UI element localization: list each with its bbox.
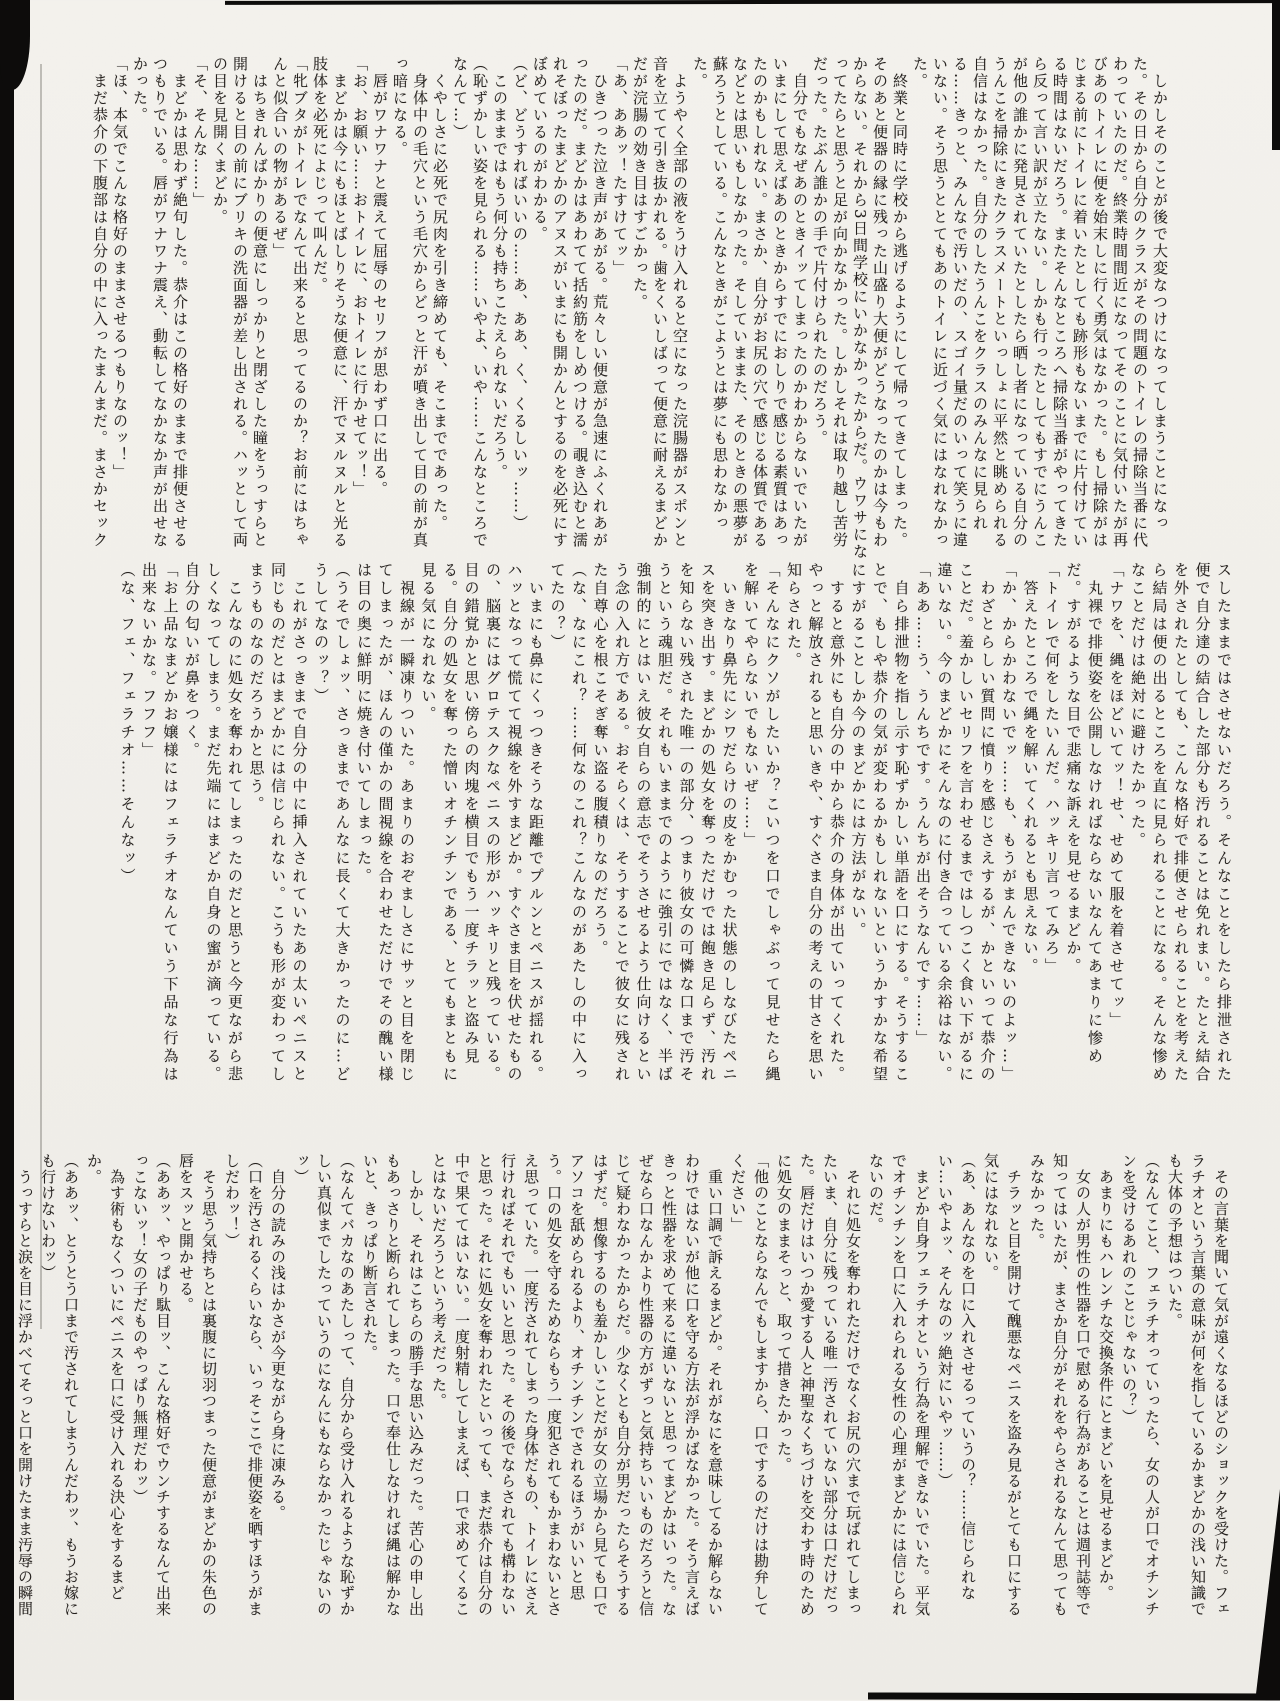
- paragraph: スしたままではさせないだろう。そんなことをしたら排泄された便で自分達の結合した部分も汚れることは免れまい。たとえ結合を外されたとしても、こんな格好で排便させられることを考えたら結局は便の出るところを直に見られることになる。そんな惨めなことだけは絶対に避けたかった。: [1129, 562, 1233, 1084]
- scan-edge-left-bar: [0, 0, 14, 1700]
- paragraph: 為す術もなくついにペニスを口に受け入れる決心をするまどか。: [85, 1153, 126, 1601]
- paragraph: その言葉を聞いて気が遠くなるほどのショックを受けた。フェラチオという言葉の意味が何を指しているかまどかの浅い知識でも大体の予想はついた。: [1166, 1153, 1230, 1617]
- paragraph: 「牝ブタがトイレでなんて出来ると思ってるのか？お前にはちゃんと似合いの物があるぜ」: [271, 56, 309, 549]
- paragraph: （あ、あんなのを口に入れさせるっていうの？……信じられない…いやよッ、そんなのッ絶対にいやッ……）: [936, 1153, 977, 1601]
- paragraph: 「トイレで何をしたいんだ。ハッキリ言ってみろ」: [1043, 562, 1061, 976]
- paragraph: 自ら排泄物を指し示す恥ずかしい単語を口にする。そうすることで、もしや恭介の気が変わるかもしれないというかすかな希望にすがることしか今のまどかには方法がない。: [849, 562, 911, 1084]
- paragraph: 「そ、そんな……」: [191, 56, 209, 209]
- faint-vertical-rule: [40, 64, 42, 1329]
- paragraph: まどかは思わず絶句した。恭介はこの格好のままで排便させるつもりでいる。唇がワナワナ震え、動転してなかなか声が出せなかった。: [131, 56, 189, 549]
- paragraph: わざとらしい質問に憤りを感じさえするが、かといって恭介のことだ。羞かしいセリフを言わせるまではしつこく食い下がるに違いない。今のまどかにそんなのに付き合っている余裕はない。: [935, 562, 997, 1084]
- paragraph: 終業と同時に学校から逃げるようにして帰ってきてしまった。そのあと便器の縁に残った山盛り大便がどうなったのかは今もわからない。それから3日間学校にいかなかったからだ。ウワサになってたらと思うと足が向かなかった。しかしそれは取り越し苦労だった。たぶん誰かの手で片付けられたのだろう。: [811, 56, 909, 561]
- paragraph: 身体中の毛穴という毛穴からどっと汗が噴き出して目の前が真っ暗になる。: [391, 56, 429, 549]
- paragraph: 「お上品なまどかお嬢様にはフェラチオなんていう下品な行為は出来ないかな。フフフ」: [140, 562, 180, 1084]
- paragraph: 自分でもなぜあのときイッてしまったのかわからないでいたがいまにして思えばあのときからすでにおしりで感じる素質はあったのかもしれない。まさか、自分がお尻の穴で感じる体質であるなどとは思いもしなかった。そしていままた、そのときの悪夢が蘇ろうとしている。こんなときがこようとは夢にも思わなかった。: [691, 56, 809, 549]
- text-band-bottom: [16, 1153, 1232, 1623]
- paragraph: しかしそのことが後で大変なつけになってしまうことになった。その日から自分のクラスがその問題のトイレの掃除当番に代わっていたのだ。終業時間間近になってそのことに気付いたが再びあのトイレに便を始末しに行く勇気はなかった。もし掃除がはじまる前にトイレに着いたとしても跡形もないまでに片付けている時間はないだろう。またそんなところへ掃除当番がやってきたら反って言い訳が立たない。しかも行ったとしてもすでにうんこが他の誰かに発見されていたとしたら晒し者になっている自分のうんこを掃除にきたクラスメートといっしょに平然と眺められる自信はなかった。自分のしたうんこをクラスのみんなに見られる……きっと、みんなで汚いだの、スゴイ量だのいって笑うに違いない。そう思うととてもあのトイレに近づく気にはなれなかった。: [911, 56, 1169, 549]
- paragraph: これがさっきまで自分の中に挿入されていたあの太いペニスと同じものだとはまどかには信じられない。こうも形が変わってしまうものなのだろうかと思う。: [247, 562, 309, 1084]
- paragraph: いきなり鼻先にシワだらけの皮をかむった状態のしなびたペニスを突き出す。まどかの処女を奪っただけでは飽き足らず、汚れを知らない残された唯一の部分、つまり彼女の可憐な口まで汚そうという魂胆だ。それもいままでのように強引にではなく、半ば強制的にとはいえ彼女自らの意志でそうさせるよう仕向けるという念の入れ方である。おそらくは、そうすることで彼女に残された自尊心を根こそぎ奪い盗る腹積りなのだろう。: [591, 562, 739, 1084]
- paragraph: （なんてこと、フェラチオっていったら、女の人が口でオチンチンを受けるあれのことじゃないの？）: [1120, 1153, 1161, 1617]
- paragraph: 「ああ……う、うんちです。うんちが出そうなんです……」: [914, 562, 932, 1048]
- paragraph: すると意外にも自分の中から恭介の身体が出ていってくれた。やっと解放されると思いきや、すぐさま自分の考えの甘さを思い知らされた。: [785, 562, 846, 1084]
- paragraph: あまりにもハレンチな交換条件にとまどいを見せるまどか。: [1097, 1153, 1115, 1601]
- paragraph: ひきつった泣き声があがる。荒々しい便意が急速にふくれあがったのだ。まどかはあわてて括約筋をしめつける。覗き込むと濡れそぼったまどかのアヌスがいまにも開かんとするのを必死にすぼめているのがわかる。: [531, 56, 609, 549]
- paragraph: （恥ずかしい姿を見られる……いやよ、いや……こんなところでなんて…）: [451, 56, 489, 549]
- paragraph: （な、なにこれ？……何なのこれ？こんなのがあたしの中に入ってたの？）: [548, 562, 588, 1084]
- paragraph: （なんてバカなのあたしって、自分から受け入れるような恥ずかしい真似までしたっていうのになんにもならなかったじゃないのッ）: [292, 1153, 356, 1617]
- paragraph: くやしさに必死で尻肉を引き締めても、そこまでであった。: [431, 56, 449, 532]
- paragraph: はちきれんばかりの便意にしっかりと閉ざした瞳をうっすらと開けると目の前にブリキの洗面器が差し出される。ハッとして両の目を見開くまどか。: [211, 56, 269, 549]
- paragraph: 「ほ、本気でこんな格好のままさせるつもりなのッ！」: [111, 56, 129, 481]
- paragraph: 「お、お願い……おトイレに、おトイレに行かせてッ！」: [351, 56, 369, 498]
- paragraph: 自分の読みの浅はかさが今更ながら身に凍みる。: [269, 1153, 287, 1521]
- paragraph: （ああッ、とうとう口まで汚されてしまうんだわッ、もうお嫁にも行けないわッ）: [39, 1153, 80, 1617]
- paragraph: ようやく全部の液をうけ入れると空になった浣腸器がスポンと音を立てて引き抜かれる。歯をくいしばって便意に耐えるまどかだが浣腸の効き目はすごかった。: [631, 56, 689, 549]
- paragraph: （ど、どうすればいいの……あ、ああ、く、くるしいッ……）: [511, 56, 529, 532]
- paragraph: うっすらと涙を目に浮かべてそっと口を開けたまま汚辱の瞬間: [16, 1153, 34, 1617]
- scan-edge-bottom-line: [868, 1692, 1280, 1700]
- paragraph: しかし、それはこちらの勝手な思い込みだった。苦心の申し出もあっさりと断られてしまった。口で奉仕しなければ縄は解かないと、きっぱり断言された。: [361, 1153, 425, 1617]
- paragraph: 「他のことならなんでもしますから、口でするのだけは勘弁してください」: [729, 1153, 770, 1617]
- paragraph: それに処女を奪われただけでなくお尻の穴まで玩ばれてしまったいま、自分に残っている唯一汚されていない部分は口だけだった。唇だけはいつか愛する人と神聖なくちづけを交わす時のために処女のままそっと、取って措きたかった。: [775, 1153, 862, 1617]
- paragraph: 答えたところで縄を解いてくれるとも思えない。: [1021, 562, 1040, 976]
- paragraph: 「あ、ああッ！たすけてッ」: [611, 56, 629, 277]
- paragraph: チラッと目を開けて醜悪なペニスを盗み見るがとても口にする気にはなれない。: [982, 1153, 1023, 1617]
- paragraph: このままではもう何分も持ちこたえられないだろう。: [491, 56, 509, 481]
- paragraph: 唇がワナワナと震えて屈辱のセリフが思わず口に出る。: [371, 56, 389, 498]
- paragraph: まどか自身フェラチオという行為を理解できないでいた。平気でオチンチンを口に入れられる女性の心理がまどかには信じられないのだ。: [867, 1153, 931, 1617]
- scan-edge-left-corner-blob: [0, 0, 30, 90]
- paragraph: （うそでしょッ、さっきまであんなに長くて大きかったのに…どうしてなのッ？）: [312, 562, 352, 1084]
- text-band-top: [91, 56, 1170, 561]
- paragraph: まどかは今にもほとばしりそうな便意に、汗でヌルヌルと光る肢体を必死によじって叫んだ。: [311, 56, 349, 549]
- text-band-middle: [94, 562, 1234, 1090]
- paragraph: いまにも鼻にくっつきそうな距離でプルンとペニスが揺れる。ハッとなって慌てて視線を外すまどか。すぐさま目を伏せたものの、脳裏にはグロテスクなペニスの形がハッキリと残っている。目の錯覚かと思い傍らの肉塊を横目でもう一度チラッと盗み見る。自分の処女を奪った憎いオチンチンである、とてもまともに見る気になれない。: [419, 562, 545, 1084]
- paragraph: まだ恭介の下腹部は自分の中に入ったまんまだ。まさかセック: [91, 56, 109, 549]
- scan-edge-top-line: [225, 0, 1280, 5]
- paragraph: 女の人が男性の性器を口で慰める行為があることは週刊誌等で知ってはいたが、まさか自分がそれをやらされるなんて思ってもみなかった。: [1028, 1153, 1092, 1617]
- scan-edge-bottom-right-wedge: [1256, 1489, 1280, 1694]
- paragraph: （な、フェ、フェラチオ……そんなッ）: [118, 562, 137, 886]
- paragraph: そう思う気持ちとは裏腹に切羽つまった便意がまどかの朱色の唇をスッと開かせる。: [177, 1153, 218, 1617]
- paragraph: 重い口調で訴えるまどか。それがなにを意味してるか解らないわけではないが他に口を守る方法が浮かばなかった。そう言えばきっと性器を求めて来るに違いないと思ってまどかはいった。なぜなら口なんかより性器の方がずっと気持ちいいものだろうと信じて疑わなかったからだ。少なくとも自分が男だったらそうするはずだ。想像するのも羞かしいことだが女の立場から見ても口でアソコを舐められるより、オチンチンでされるほうがいいと思う。口の処女を守るためならもう一度犯されてもかまわないとさえ思っていた。一度汚されてしまった身体だもの、トイレにさえ行ければそれでもいいと思った。その後でならされても構わないと思った。それに処女を奪われたといっても、まだ恭介は自分の中で果ててはいない。一度射精してしまえば、口で求めてくることはないだろうという考えだった。: [430, 1153, 724, 1617]
- paragraph: 「か、からかわないでッ……も、もうがまんできないのよッ…」: [1000, 562, 1018, 1084]
- paragraph: （口を汚されるくらいなら、いっそここで排便姿を晒すほうがましだわッ！）: [223, 1153, 264, 1617]
- scan-edge-top-right-sliver: [1272, 0, 1280, 150]
- paragraph: 丸裸で排便姿を公開しなければならないなんてあまりに惨めだ。すがるような目で悲痛な訴えを見せるまどか。: [1064, 562, 1104, 1066]
- paragraph: 「ナワを、縄をほどいてッ！せ、せめて服を着させてッ」: [1107, 562, 1126, 1030]
- paragraph: 「そんなにクソがしたいか？こいつを口でしゃぶって見せたら縄を解いてやらないでもないぜ……」: [742, 562, 782, 1084]
- paragraph: 視線が一瞬凍りついた。あまりのおぞましさにサッと目を閉じてしまったが、ほんの僅かの間視線を合わせただけでその醜い様は目の奥に鮮明に焼き付いてしまった。: [355, 562, 416, 1084]
- paragraph: （ああッ、やっぱり駄目ッ、こんな格好でウンチするなんて出来っこないッ！女の子だものやっぱり無理だわッ）: [131, 1153, 172, 1617]
- paragraph: こんなのに処女を奪われてしまったのだと思うと今更ながら悲しくなってしまう。まだ先端にはまどか自身の蜜が滴っている。自分の匂いが鼻をつく。: [183, 562, 244, 1084]
